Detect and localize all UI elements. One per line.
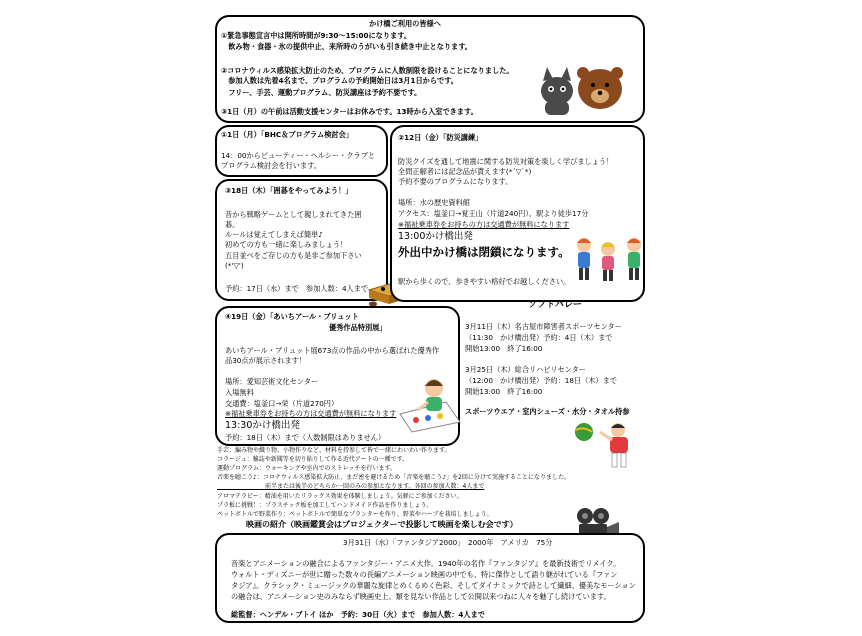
notice-title: かけ橋ご利用の皆様へ (369, 19, 441, 28)
bhc-title: ①1日（月）「BHC＆プログラム検討会」 (221, 130, 353, 139)
movie-footer: 総監督：ヘンデル・ブトイ ほか 予約：30日（火）まで 参加人数：4人まで (231, 610, 485, 619)
go-line-5: 五目並べをご存じの方も是非ご参加下さい (225, 251, 362, 260)
bousai-closed: 外出中かけ橋は閉鎖になります。 (398, 245, 570, 259)
art-line-2: 品30点が展示されます！ (225, 356, 307, 365)
art-title: ④19日（金）「あいちアール・ブリュット (225, 312, 359, 321)
movie-box (215, 533, 645, 623)
art-line-6: 交通費：塩釜口→栄（片道270円） (225, 399, 339, 408)
art-reservation: 予約：18日（木）まで（人数制限はありません） (225, 433, 386, 442)
notice-item-2: 飲み物・食器・氷の提供中止、来所時のうがいも引き続き中止となります。 (221, 42, 472, 51)
program-note-8: ペットボトルで野菜作り：ペットボトルで簡単なプランターを作り、野菜やハーブを栽培しましょう。 (217, 511, 493, 518)
bear-and-cat-icon (525, 63, 635, 115)
volleyball-line-3: 開始13:00 終了16:00 (465, 344, 543, 353)
volleyball-line-9: スポーツウエア・室内シューズ・水分・タオル持参 (465, 407, 630, 416)
bhc-event-box (215, 125, 388, 177)
movie-title: 映画の紹介（映画鑑賞会はプロジェクターで投影して映画を楽しむ会です） (246, 520, 518, 529)
program-note-3: 運動プログラム：ウォーキングや室内でのストレッチを行います。 (217, 465, 396, 472)
go-line-3: ルールは覚えてしまえば簡単♪ (225, 230, 323, 239)
bousai-departure: 13:00かけ橋出発 (398, 231, 473, 242)
go-line-6: (*'▽') (225, 261, 244, 270)
program-note-4: 音楽を聴こう♪：コロナウィルス感染拡大防止、まだ密を避けるため「音楽を聴こう♪」を2回に分けて実施することになりました。 (217, 474, 570, 481)
go-title: ③18日（木）「囲碁をやってみよう！」 (225, 186, 353, 195)
volleyball-title: ソフトバレー (528, 300, 582, 310)
bhc-line-1: 14：00からビューティー・ヘルシー・クラブと (221, 151, 376, 160)
bousai-line-2: 全問正解者には記念品が貰えます(*´▽`*) (398, 167, 532, 176)
bousai-line-5: 場所：水の歴史資料館 (398, 198, 470, 207)
art-line-1: あいちアール・ブリュット展673点の作品の中から選ばれた優秀作 (225, 346, 440, 355)
program-note-6: アロマテラピー：精油を用いたリラックス効果を体験しましょう。気軽にご参加ください。 (217, 493, 463, 500)
art-welfare-note: ※福祉乗車券をお持ちの方は交通費が無料になります (225, 409, 397, 418)
bhc-line-2: プログラム検討会を行います。 (221, 161, 321, 170)
program-note-2: コラージュ：雑誌や新聞等を切り貼りして作る近代アートの一種です。 (217, 456, 409, 463)
bousai-line-3: 予約不要のプログラムになります。 (398, 177, 513, 186)
bousai-line-1: 防災クイズを通して地震に関する防災対策を楽しく学びましょう！ (398, 157, 614, 166)
go-line-4: 初めての方も一緒に楽しみましょう！ (225, 240, 348, 249)
bousai-welfare-note: ※福祉乗車券をお持ちの方は交通費が無料になります (398, 220, 570, 229)
notice-box (215, 15, 645, 123)
children-evacuation-icon (572, 233, 650, 283)
volleyball-line-1: 3月11日（木）名古屋市障害者スポーツセンター (465, 322, 622, 331)
bousai-line-6: アクセス：塩釜口→覚王山（片道240円）、駅より徒歩17分 (398, 209, 589, 218)
notice-item-5: フリー、手芸、運動プログラム、防災講座は予約不要です。 (221, 88, 422, 97)
movie-desc-2: ウォルト・ディズニーが世に贈った数々の長編アニメーション映画の中でも、特に傑作として語り継がれている『ファン (231, 570, 618, 579)
notice-item-6: ③1日（月）の午前は活動支援センターはお休みです。13時から入室できます。 (221, 107, 478, 116)
art-departure: 13:30かけ橋出発 (225, 420, 300, 431)
volleyball-player-icon (572, 418, 644, 470)
program-note-1: 手芸：編み物や織り物、小物作りなど、材料を持参して皆で一緒にわいわい作ります。 (217, 447, 451, 454)
volleyball-line-5: 3月25日（木）総合リハビリセンター (465, 365, 586, 374)
movie-desc-3: タジア』。クラシック・ミュージックの華麗な旋律とめくるめく色彩、そしてダイナミックで詩として繊細、優美なモーション (231, 581, 636, 590)
movie-date-line: 3月31日（水）「ファンタジア2000」 2000年 アメリカ 75分 (343, 538, 553, 547)
go-line-2: 碁。 (225, 220, 240, 229)
art-line-4: 場所：愛知芸術文化センター (225, 377, 319, 386)
notice-item-1: ①緊急事態宣言中は開所時間が9:30～15:00になります。 (221, 31, 412, 40)
go-event-box (215, 179, 388, 301)
boy-painting-icon (398, 372, 462, 434)
bousai-walk-note: 駅から歩くので、歩きやすい格好でお越しください。 (398, 277, 571, 286)
program-note-5: 前半または後半のどちらか一回のみの参加となります。各回の参加人数：4人まで (217, 483, 485, 490)
go-reservation: 予約：17日（水）まで 参加人数：4人まで (225, 284, 369, 293)
art-subtitle: 優秀作品特別展」 (329, 323, 387, 332)
volleyball-line-7: 開始13:00 終了16:00 (465, 387, 543, 396)
notice-item-4: 参加人数は先着4名まで、プログラムの予約開始日は3月1日からです。 (221, 76, 458, 85)
program-note-7: プラ板に挑戦！：プラスチック板を加工してハンドメイド作品を作りましょう。 (217, 502, 433, 509)
volleyball-line-2: （11:30 かけ橋出発）予約：4日（木）まで (465, 333, 613, 342)
notice-item-3: ②コロナウィルス感染拡大防止のため、プログラムに人数制限を設けることになりました。 (221, 66, 514, 75)
go-line-1: 昔から戦略ゲームとして親しまれてきた囲 (225, 210, 362, 219)
movie-desc-1: 音楽とアニメーションの融合によるファンタジー・アニメ大作。1940年の名作『ファンタジア』を最新技術でリメイク。 (231, 559, 621, 568)
movie-desc-4: の融合は、アニメーション史のみならず映画史上、類を見ない作品として公開以来つねに人々を魅了し続けています。 (231, 592, 611, 601)
art-line-5: 入場無料 (225, 388, 254, 397)
bousai-title: ②12日（金）「防災講練」 (398, 133, 483, 142)
volleyball-line-6: （12:00 かけ橋出発）予約：18日（木）まで (465, 376, 618, 385)
